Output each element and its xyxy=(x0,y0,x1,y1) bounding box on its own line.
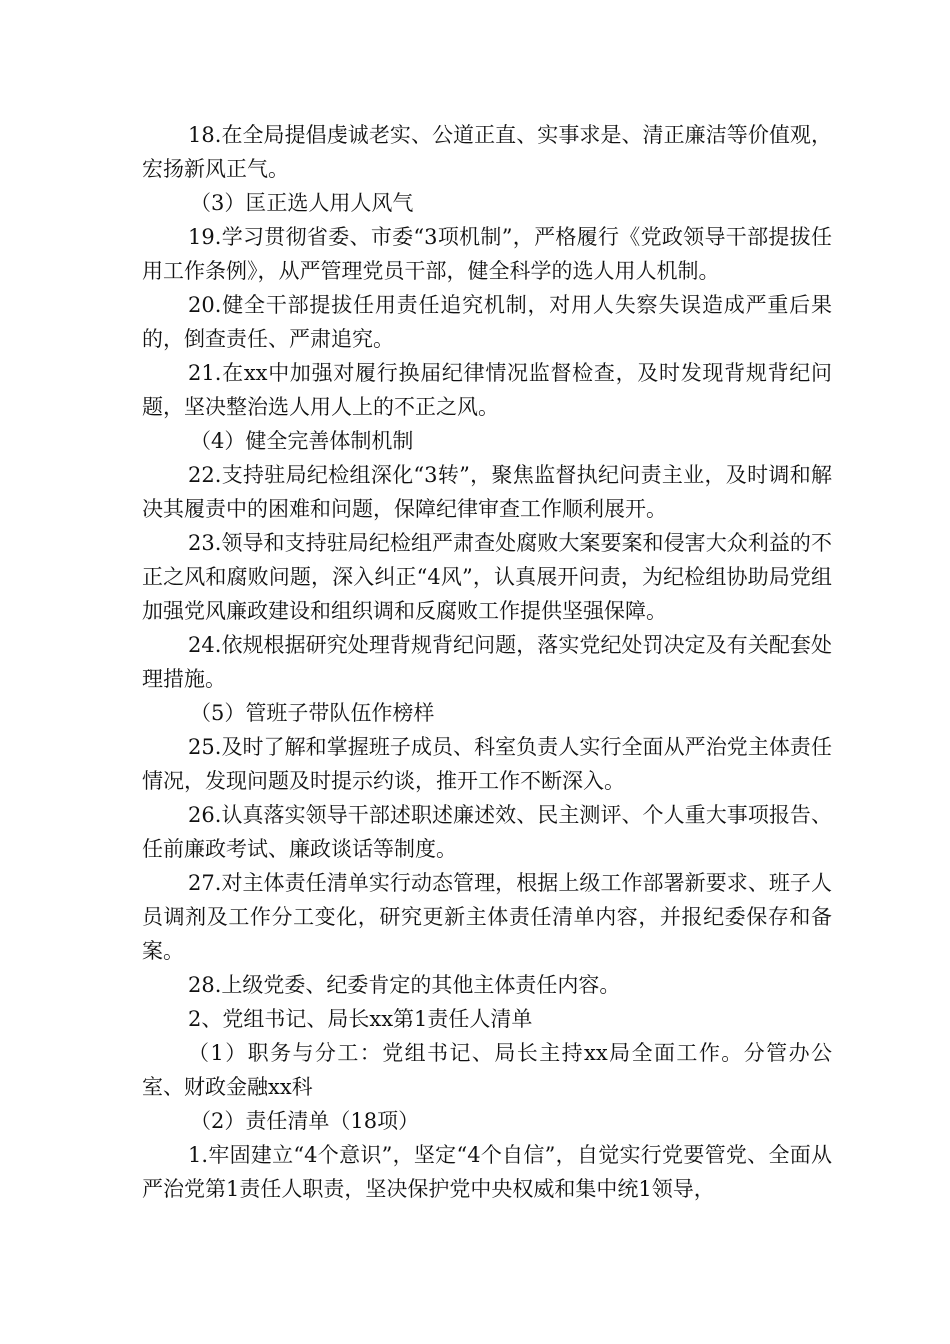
paragraph-item-19: 19.学习贯彻省委、市委“3项机制”，严格履行《党政领导干部提拔任用工作条例》，从严管理党员干部，健全科学的选人用人机制。 xyxy=(142,225,832,283)
section-heading-4: （4）健全完善体制机制 xyxy=(190,429,414,453)
paragraph-item-26: 26.认真落实领导干部述职述廉述效、民主测评、个人重大事项报告、任前廉政考试、廉政谈话等制度。 xyxy=(142,803,832,861)
document-body xyxy=(142,118,832,1206)
paragraph-item-23: 23.领导和支持驻局纪检组严肃查处腐败大案要案和侵害大众利益的不正之风和腐败问题，深入纠正“4风”，认真展开问责，为纪检组协助局党组加强党风廉政建设和组织调和反腐败工作提供坚强保障。 xyxy=(142,531,832,623)
paragraph-item-18: 18.在全局提倡虔诚老实、公道正直、实事求是、清正廉洁等价值观，宏扬新风正气。 xyxy=(142,123,832,181)
paragraph-item-27: 27.对主体责任清单实行动态管理，根据上级工作部署新要求、班子人员调剂及工作分工变化，研究更新主体责任清单内容，并报纪委保存和备案。 xyxy=(142,871,832,963)
paragraph-item-22: 22.支持驻局纪检组深化“3转”，聚焦监督执纪问责主业，及时调和解决其履责中的困难和问题，保障纪律审查工作顺利展开。 xyxy=(142,463,832,521)
paragraph-item-20: 20.健全干部提拔任用责任追究机制，对用人失察失误造成严重后果的，倒查责任、严肃追究。 xyxy=(142,293,832,351)
paragraph-duties: （1）职务与分工：党组书记、局长主持xx局全面工作。分管办公室、财政金融xx科 xyxy=(142,1041,832,1099)
paragraph-item-21: 21.在xx中加强对履行换届纪律情况监督检查，及时发现背规背纪问题，坚决整治选人用人上的不正之风。 xyxy=(142,361,832,419)
section-title-secretary-list: 2、党组书记、局长xx第1责任人清单 xyxy=(188,1007,533,1031)
paragraph-item-1: 1.牢固建立“4个意识”，坚定“4个自信”，自觉实行党要管党、全面从严治党第1责任人职责，坚决保护党中央权威和集中统1领导， xyxy=(142,1143,832,1201)
paragraph-item-25: 25.及时了解和掌握班子成员、科室负责人实行全面从严治党主体责任情况，发现问题及时提示约谈，推开工作不断深入。 xyxy=(142,735,832,793)
section-heading-3: （3）匡正选人用人风气 xyxy=(190,191,414,215)
paragraph-item-24: 24.依规根据研究处理背规背纪问题，落实党纪处罚决定及有关配套处理措施。 xyxy=(142,633,832,691)
section-heading-5: （5）管班子带队伍作榜样 xyxy=(190,701,435,725)
paragraph-item-28: 28.上级党委、纪委肯定的其他主体责任内容。 xyxy=(188,973,621,997)
section-heading-responsibility-list: （2）责任清单（18项） xyxy=(190,1109,420,1133)
